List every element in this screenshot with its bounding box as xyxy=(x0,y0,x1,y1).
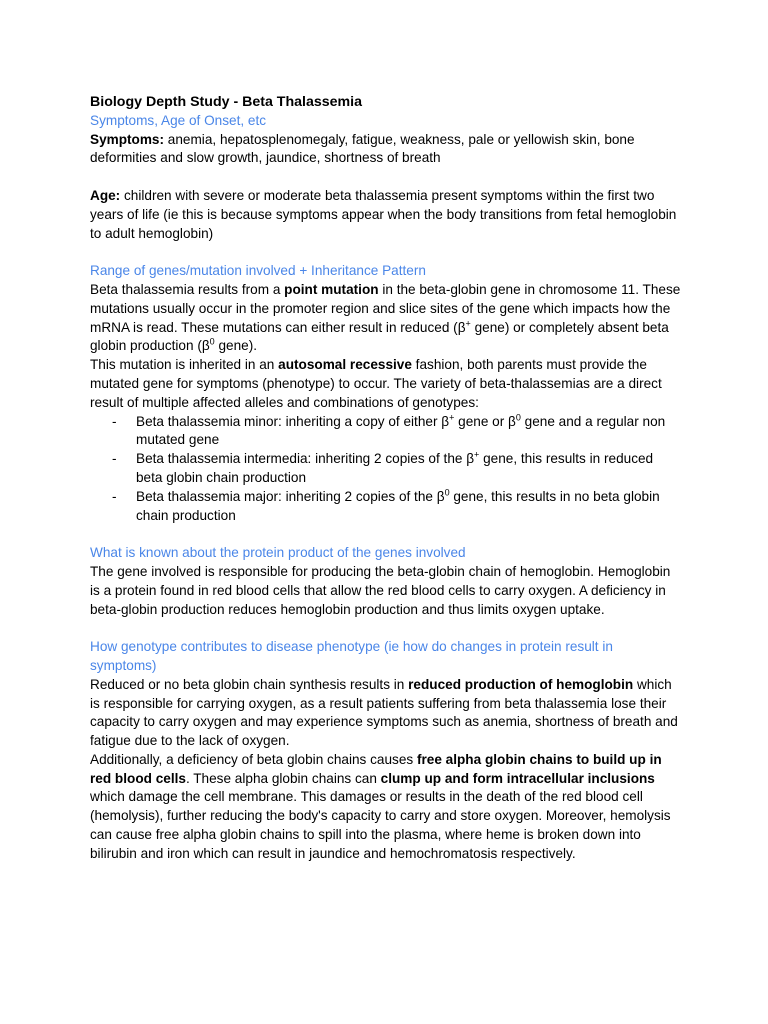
symptoms-paragraph xyxy=(90,131,682,169)
text-run: fashion, both parents must provide the mutated gene for symptoms (phenotype) to occur. The variety of beta-thalassemias are a direct result of multiple affected alleles and combinations of genotypes: xyxy=(90,357,662,410)
text-run: Additionally, a deficiency of beta globin chains causes xyxy=(90,751,417,767)
document-title: Biology Depth Study - Beta Thalassemia xyxy=(90,94,362,110)
age-paragraph xyxy=(90,187,682,243)
superscript: 0 xyxy=(209,336,215,347)
section-heading-symptoms: Symptoms, Age of Onset, etc xyxy=(90,112,267,128)
paragraph-gap xyxy=(90,619,682,638)
inheritance-paragraph xyxy=(90,356,682,412)
text-run: Beta thalassemia intermedia: inheriting 2 copies of the β xyxy=(136,451,475,467)
text-run: gene, this results in no beta globin chain production xyxy=(136,488,660,523)
dash-bullet: - xyxy=(112,413,117,429)
bold-run: free alpha globin chains to build up in red blood cells xyxy=(90,751,662,786)
list-item xyxy=(90,488,682,526)
phenotype-paragraph-1 xyxy=(90,676,682,751)
section-heading-genes: Range of genes/mutation involved + Inheritance Pattern xyxy=(90,263,426,279)
superscript: 0 xyxy=(515,412,521,423)
bold-run: point mutation xyxy=(284,281,379,297)
phenotype-paragraph-2 xyxy=(90,751,682,864)
text-run: Beta thalassemia major: inheriting 2 copies of the β xyxy=(136,488,445,504)
list-item xyxy=(90,450,682,488)
bold-run: reduced production of hemoglobin xyxy=(408,676,634,692)
superscript: + xyxy=(449,412,455,423)
bold-run: autosomal recessive xyxy=(278,357,412,373)
age-label: Age: xyxy=(90,187,121,203)
text-run: Beta thalassemia minor: inheriting a copy of either β xyxy=(136,413,450,429)
section-heading-phenotype: How genotype contributes to disease phenotype (ie how do changes in protein result in symptoms) xyxy=(90,639,613,673)
text-run: which is responsible for carrying oxygen, as a result patients suffering from beta thalassemia lose their capacity to carry oxygen and may experience symptoms such as anemia, shortness of breath and fatigue due to the lack of oxygen. xyxy=(90,676,678,749)
bold-run: clump up and form intracellular inclusions xyxy=(380,770,655,786)
list-item xyxy=(90,413,682,451)
text-run: in the beta-globin gene in chromosome 11. These mutations usually occur in the promoter region and slice sites of the gene which impacts how the mRNA is read. These mutations can either result in reduced (β xyxy=(90,281,681,335)
dash-bullet: - xyxy=(112,488,117,504)
superscript: + xyxy=(465,318,471,329)
text-run: gene). xyxy=(214,338,258,354)
text-run: . These alpha globin chains can xyxy=(185,770,381,786)
text-run: gene and a regular non mutated gene xyxy=(136,413,666,448)
text-run: This mutation is inherited in an xyxy=(90,357,279,373)
paragraph-gap xyxy=(90,243,682,262)
genotype-list xyxy=(90,413,682,526)
text-run: Reduced or no beta globin chain synthesis results in xyxy=(90,676,409,692)
superscript: + xyxy=(474,449,480,460)
symptoms-text: anemia, hepatosplenomegaly, fatigue, weakness, pale or yellowish skin, bone deformities and slow growth, jaundice, shortness of breath xyxy=(90,131,635,166)
superscript: 0 xyxy=(444,487,450,498)
mutation-paragraph xyxy=(90,281,682,356)
section-heading-protein: What is known about the protein product of the genes involved xyxy=(90,545,466,561)
paragraph-gap xyxy=(90,525,682,544)
text-run: which damage the cell membrane. This damages or results in the death of the red blood cell (hemolysis), further reducing the body's capacity to carry and store oxygen. Moreover, hemolysis can cause free alpha globin chains to spill into the plasma, where heme is broken down into bilirubin and iron which can result in jaundice and hemochromatosis respectively. xyxy=(90,789,671,861)
protein-paragraph: The gene involved is responsible for producing the beta-globin chain of hemoglobin. Hemoglobin is a protein found in red blood cells that allow the red blood cells to carry oxygen. A deficiency in beta-globin production reduces hemoglobin production and thus limits oxygen uptake. xyxy=(90,563,671,617)
dash-bullet: - xyxy=(112,451,117,467)
document-page xyxy=(90,93,682,864)
text-run: Beta thalassemia results from a xyxy=(90,281,285,297)
text-run: gene) or completely absent beta globin production (β xyxy=(90,319,669,354)
text-run: gene or β xyxy=(454,413,516,429)
age-text: children with severe or moderate beta thalassemia present symptoms within the first two years of life (ie this is because symptoms appear when the body transitions from fetal hemoglobin to adult hemoglobin) xyxy=(90,187,677,241)
symptoms-label: Symptoms: xyxy=(90,131,165,147)
paragraph-gap xyxy=(90,168,682,187)
text-run: gene, this results in reduced beta globin chain production xyxy=(136,451,654,485)
